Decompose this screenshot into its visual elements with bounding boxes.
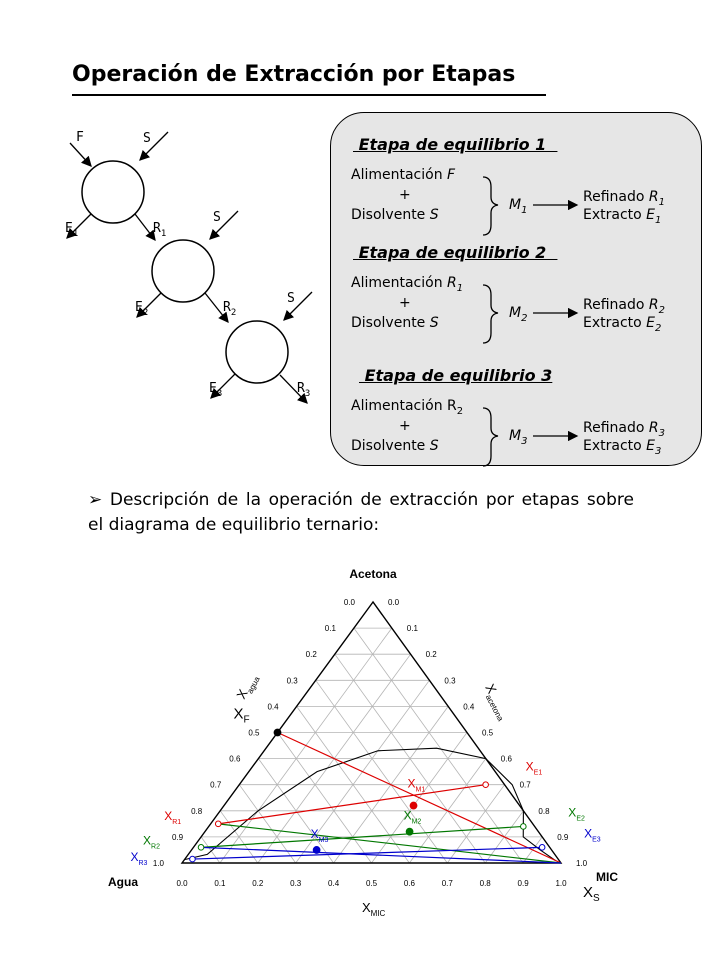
axis-label-x-acetona-text: $X_{acetona}$ (482, 681, 506, 723)
apex-label-acetona: Acetona (349, 567, 397, 581)
solvent-text: Disolvente S (351, 315, 439, 331)
extract-label-1: $E_1$ (65, 221, 79, 239)
tick-label-acetona: 0.6 (500, 754, 512, 764)
tick-label-acetona: 0.7 (519, 780, 531, 790)
tick-label-mic: 0.0 (176, 879, 188, 888)
mixture-label: $M_1$ (509, 197, 528, 216)
raffinate-label-3: $R_3$ (297, 381, 311, 399)
extract-label-2: $E_2$ (135, 300, 149, 318)
extract-text: Extracto $E_3$ (583, 438, 662, 457)
raffinate-text: Refinado $R_3$ (583, 420, 665, 439)
apex-label-mic: MIC (596, 870, 618, 884)
page-title: Operación de Extracción por Etapas (72, 62, 516, 87)
axis-label-x-agua (233, 671, 262, 703)
stage-title: Etapa de equilibrio 2 (353, 243, 558, 262)
feed-text: Alimentación $R_1$ (351, 275, 464, 294)
feed-label: F (76, 130, 84, 145)
point-R2 (198, 845, 204, 851)
point-label-E1: $X_{E1}$ (525, 759, 543, 777)
tick-label-acetona: 0.2 (425, 650, 437, 660)
tick-label-mic: 0.7 (441, 879, 453, 888)
tick-label-mic: 0.2 (252, 879, 264, 888)
tick-label-mic: 0.5 (365, 879, 378, 888)
raffinate-label-1: $R_1$ (153, 221, 167, 239)
point-label-E3: $X_{E3}$ (584, 826, 601, 844)
tick-label-acetona: 0.8 (538, 806, 550, 816)
tick-label-agua: 0.6 (229, 754, 241, 764)
point-label-M2: $X_{M2}$ (403, 808, 422, 826)
tick-label-agua: 0.3 (286, 676, 298, 686)
feed-text: Alimentación $R_2$ (351, 398, 464, 417)
point-E1 (483, 782, 489, 788)
solvent-text: Disolvente S (351, 207, 439, 223)
tick-label-agua: 0.9 (171, 832, 184, 842)
point-E2 (521, 824, 527, 830)
point-F (274, 729, 281, 736)
plus-sign: + (399, 187, 411, 203)
tick-label-agua: 0.8 (191, 806, 203, 816)
extract-label-3: $E_3$ (209, 381, 223, 399)
point-label-E2: $X_{E2}$ (568, 805, 585, 823)
point-label-R2: $X_{R2}$ (143, 833, 161, 851)
point-M3 (313, 847, 320, 854)
raffinate-text: Refinado $R_2$ (583, 297, 665, 316)
stage-title: Etapa de equilibrio 3 (359, 366, 553, 385)
solvent-label-1: S (143, 131, 151, 146)
point-label-M3: $X_{M3}$ (310, 826, 329, 844)
tick-label-acetona: 0.1 (406, 624, 418, 634)
tick-label-agua: 1.0 (152, 859, 164, 868)
tick-label-agua: 0.4 (267, 702, 279, 712)
tick-label-mic: 0.8 (479, 879, 491, 888)
apex-label-agua: Agua (108, 875, 138, 889)
tick-label-acetona: 1.0 (576, 859, 588, 868)
solvent-text: Disolvente S (351, 438, 439, 454)
tick-label-mic: 1.0 (555, 879, 567, 888)
tick-label-mic: 0.4 (328, 879, 340, 888)
tie-line-R1-E1 (218, 785, 485, 824)
axis-label-x-mic: $X_{MIC}$ (362, 900, 386, 918)
plus-sign: + (399, 295, 411, 311)
extract-text: Extracto $E_2$ (583, 315, 662, 334)
tick-label-mic: 0.3 (290, 879, 302, 888)
feed-text: Alimentación F (351, 167, 456, 183)
bullet-icon: ➢ (88, 490, 103, 510)
point-label-R3: $X_{R3}$ (130, 850, 148, 868)
tick-label-acetona: 0.3 (444, 676, 456, 686)
tick-label-agua: 0.1 (324, 624, 336, 634)
tick-label-agua: 0.2 (305, 650, 317, 660)
axis-label-x-agua-text: $X_{agua}$ (233, 675, 262, 702)
point-label-F: $X_F$ (233, 705, 250, 726)
axis-label-x-acetona (480, 681, 514, 723)
plus-sign: + (399, 418, 411, 434)
point-label-R1: $X_{R1}$ (164, 808, 182, 826)
tick-label-mic: 0.6 (403, 879, 415, 888)
solvent-label-2: S (213, 210, 221, 225)
extract-text: Extracto $E_1$ (583, 207, 662, 226)
description-text: Descripción de la operación de extracción por etapas sobre el diagrama de equilibrio ternario: (88, 490, 634, 535)
mixture-label: $M_3$ (509, 428, 528, 447)
solvent-label-3: S (287, 291, 295, 306)
raffinate-label-2: $R_2$ (223, 300, 237, 318)
raffinate-text: Refinado $R_1$ (583, 189, 665, 208)
point-E3 (539, 845, 545, 851)
point-M2 (406, 828, 413, 835)
mixture-label: $M_2$ (509, 305, 528, 324)
tick-label-acetona: 0.5 (482, 728, 494, 738)
point-R1 (215, 821, 221, 827)
tick-label-agua: 0.0 (343, 598, 355, 607)
point-R3 (190, 856, 196, 862)
tick-label-agua: 0.7 (210, 780, 222, 790)
point-label-S: $X_S$ (583, 884, 600, 904)
tick-label-agua: 0.5 (248, 728, 260, 738)
tick-label-acetona: 0.4 (463, 702, 475, 712)
stage-title: Etapa de equilibrio 1 (353, 135, 558, 154)
tick-label-acetona: 0.0 (388, 598, 400, 607)
tick-label-mic: 0.9 (517, 879, 529, 888)
tick-label-mic: 0.1 (214, 879, 226, 888)
tick-label-acetona: 0.9 (557, 832, 569, 842)
point-label-M1: $X_{M1}$ (407, 776, 426, 794)
